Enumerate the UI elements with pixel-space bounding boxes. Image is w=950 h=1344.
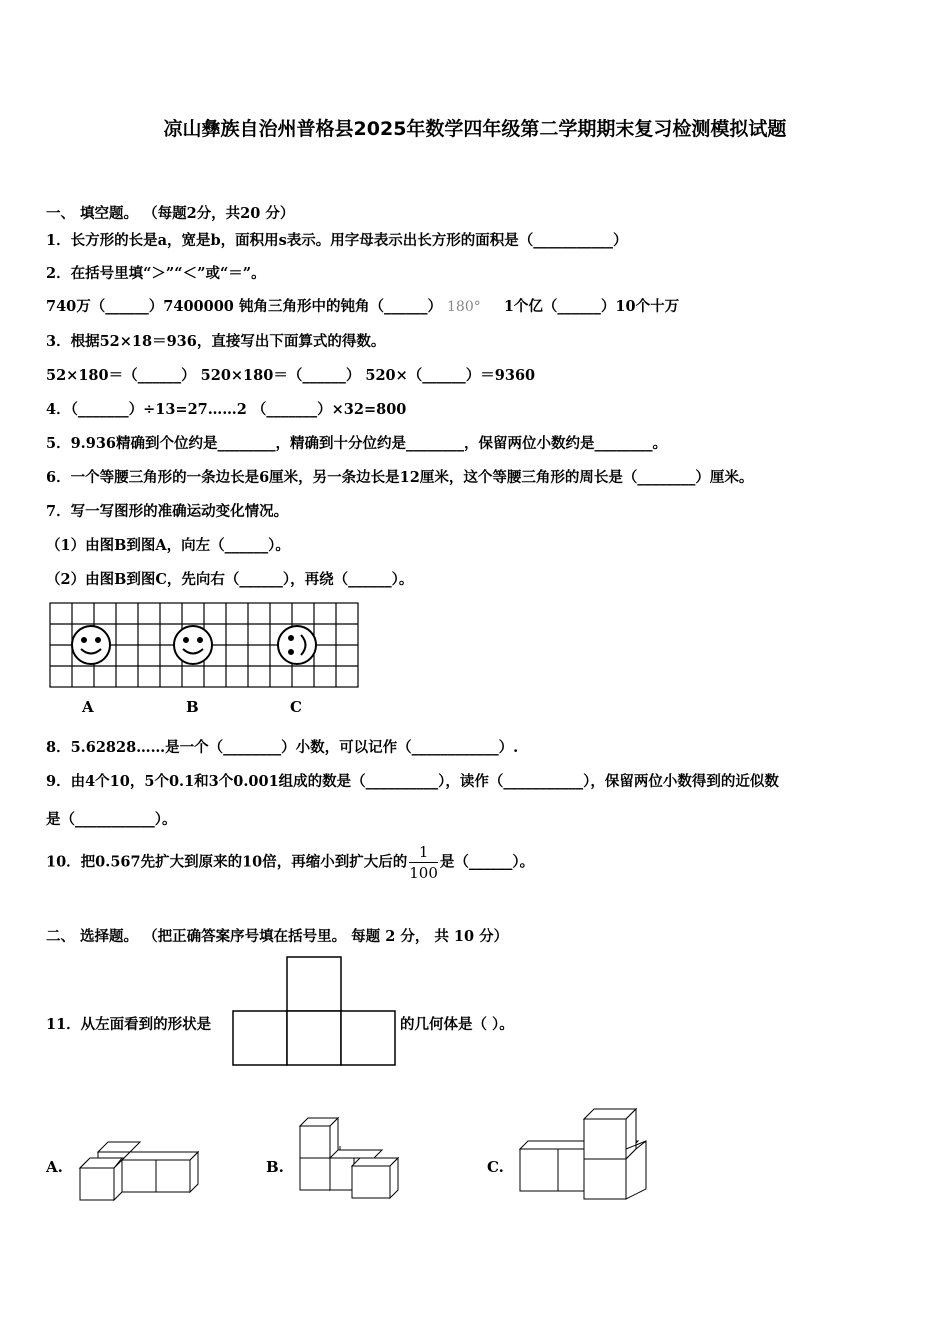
question-7: 7．写一写图形的准确运动变化情况。 — [46, 503, 289, 520]
section-2-header: 二、 选择题。 （把正确答案序号填在括号里。 每题 2 分， 共 10 分） — [46, 928, 509, 945]
grid-label-c: C — [290, 698, 302, 716]
question-8: 8．5.62828……是一个（________）小数，可以记作（____________）. — [46, 739, 519, 756]
smiley-grid-figure — [46, 600, 366, 725]
question-2-comparisons — [46, 295, 679, 316]
grid-label-b: B — [186, 698, 199, 716]
question-11-after: 的几何体是（ ）。 — [400, 1016, 514, 1033]
question-2: 2．在括号里填“＞”“＜”或“＝”。 — [46, 265, 266, 282]
option-a-cube-figure[interactable] — [78, 1138, 203, 1208]
question-10 — [46, 842, 534, 883]
question-4: 4．（_______）÷13=27……2 （_______）×32=800 — [46, 401, 407, 418]
fraction-denominator: 100 — [409, 864, 438, 882]
question-3-items: 52×180＝（______） 520×180＝（______） 520×（______）＝9360 — [46, 367, 536, 384]
section-1-header: 一、 填空题。 （每题2分，共20 分） — [46, 205, 295, 222]
option-b-label[interactable]: B. — [266, 1158, 284, 1176]
question-5: 5．9.936精确到个位约是________，精确到十分位约是________，保留两位小数约是________。 — [46, 435, 667, 452]
smiley-face-a — [72, 626, 110, 664]
page-title: 凉山彝族自治州普格县2025年数学四年级第二学期期末复习检测模拟试题 — [163, 118, 787, 140]
question-3: 3．根据52×18＝936，直接写出下面算式的得数。 — [46, 333, 386, 350]
smiley-face-c-rotated — [278, 626, 316, 664]
question-9-line-2: 是（___________）。 — [46, 811, 177, 828]
question-6: 6．一个等腰三角形的一条边长是6厘米，另一条边长是12厘米，这个等腰三角形的周长是（________）厘米。 — [46, 469, 754, 486]
question-11-before: 11．从左面看到的形状是 — [46, 1016, 212, 1033]
option-c-cube-figure[interactable] — [518, 1107, 653, 1202]
left-view-shape-figure — [230, 955, 400, 1067]
grid-label-a: A — [82, 698, 94, 716]
question-7-part-2: （2）由图B到图C，先向右（______），再绕（______）。 — [46, 571, 414, 588]
question-10-before: 10．把0.567先扩大到原来的10倍，再缩小到扩大后的 — [46, 853, 408, 871]
angle-180-degrees: 180° — [447, 299, 481, 315]
question-10-after: 是（______）。 — [439, 853, 535, 871]
question-9-line-1: 9．由4个10，5个0.1和3个0.001组成的数是（__________），读作（___________），保留两位小数得到的近似数 — [46, 773, 779, 790]
option-b-cube-figure[interactable] — [298, 1116, 408, 1206]
smiley-face-b — [174, 626, 212, 664]
question-2-part-a: 740万（______）7400000 钝角三角形中的钝角（______） — [46, 298, 442, 315]
question-2-part-b: 1个亿（______）10个十万 — [503, 298, 680, 315]
question-1: 1．长方形的长是a，宽是b，面积用s表示。用字母表示出长方形的面积是（___________） — [46, 232, 628, 249]
fraction-numerator: 1 — [409, 842, 438, 863]
option-c-label[interactable]: C. — [487, 1158, 504, 1176]
fraction-one-hundredth — [409, 842, 438, 883]
option-a-label[interactable]: A. — [46, 1158, 63, 1176]
question-7-part-1: （1）由图B到图A，向左（______）。 — [46, 537, 290, 554]
